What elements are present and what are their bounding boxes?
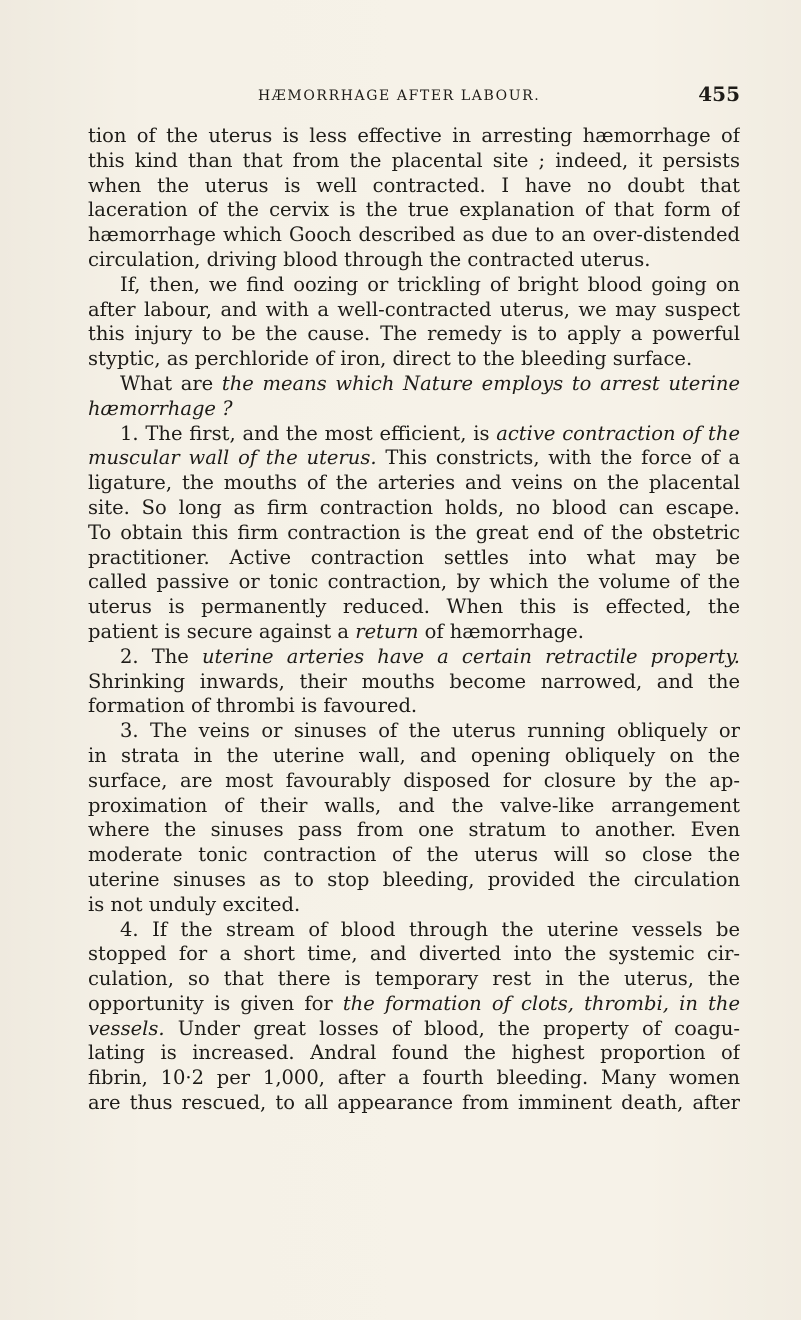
text-line [88,446,740,471]
text-run: culation, so that there is temporary rest in the uterus, the [88,967,740,991]
text-line [88,769,740,794]
text-line [88,397,740,422]
page-number: 455 [698,82,740,106]
page-header [88,82,740,110]
text-line [88,124,740,149]
text-line [88,496,740,521]
text-run: this kind than that from the placental site ; indeed, it persists [88,148,740,172]
italic-text: the means which Nature employs to arrest uterine [221,371,740,395]
text-run: fibrin, 10·2 per 1,000, after a fourth bleeding. Many women [88,1066,740,1090]
text-run: practitioner. Active contraction settles into what may be [88,545,740,569]
text-run: 2. The [120,644,202,668]
text-run: when the uterus is well contracted. I have no doubt that [88,173,740,197]
text-run: If, then, we find oozing or trickling of bright blood going on [120,272,740,296]
text-line [88,149,740,174]
text-line [88,546,740,571]
text-line [88,719,740,744]
text-line [88,1066,740,1091]
text-line [88,1041,740,1066]
running-head: HÆMORRHAGE AFTER LABOUR. [258,88,541,104]
text-run: Under great losses of blood, the property of coagu- [164,1016,740,1040]
text-run: 1. The first, and the most efficient, is [120,421,497,445]
text-line [88,248,740,273]
text-line [88,992,740,1017]
text-run: ligature, the mouths of the arteries and veins on the placental [88,471,740,495]
text-line [88,794,740,819]
text-run: 4. If the stream of blood through the uterine vessels be [120,917,740,941]
text-line [88,893,740,918]
text-line [88,843,740,868]
text-run: styptic, as perchloride of iron, direct to the bleeding surface. [88,347,693,371]
italic-text: the formation of clots, thrombi, in the [342,991,740,1015]
text-line [88,372,740,397]
text-run: after labour, and with a well-contracted uterus, we may suspect [88,297,740,321]
italic-text: muscular wall of the uterus. [88,446,377,470]
text-run: stopped for a short time, and diverted into the systemic cir- [88,942,740,966]
text-line [88,1017,740,1042]
text-run: tion of the uterus is less effective in arresting hæmorrhage of [88,124,740,147]
text-run: Shrinking inwards, their mouths become narrowed, and the [88,669,740,693]
text-run: opportunity is given for [88,991,343,1015]
text-line [88,670,740,695]
italic-text: active contraction of the [496,421,740,445]
body-text [88,124,740,1116]
text-line [88,347,740,372]
text-run: 3. The veins or sinuses of the uterus running obliquely or [120,719,740,743]
italic-text: return [355,619,419,643]
text-run: of hæmorrhage. [418,619,584,643]
text-run: called passive or tonic contraction, by which the volume of the [88,570,740,594]
text-run: hæmorrhage which Gooch described as due to an over-distended [88,223,740,247]
text-line [88,198,740,223]
text-line [88,471,740,496]
italic-text: hæmorrhage ? [88,396,233,420]
text-line [88,1091,740,1116]
text-line [88,818,740,843]
text-line [88,298,740,323]
text-run: uterine sinuses as to stop bleeding, provided the circulation [88,867,740,891]
text-run: site. So long as firm contraction holds, no blood can escape. [88,495,740,519]
text-run: lating is increased. Andral found the highest proportion of [88,1041,740,1065]
text-line [88,422,740,447]
text-run: are thus rescued, to all appearance from imminent death, after [88,1091,740,1115]
text-run: this injury to be the cause. The remedy is to apply a powerful [88,322,740,346]
text-run: This constricts, with the force of a [376,446,740,470]
text-run: in strata in the uterine wall, and opening obliquely on the [88,743,740,767]
text-run: formation of thrombi is favoured. [88,694,418,718]
text-run: circulation, driving blood through the contracted uterus. [88,247,651,271]
text-line [88,620,740,645]
text-line [88,273,740,298]
italic-text: vessels. [88,1016,165,1040]
text-line [88,595,740,620]
text-line [88,942,740,967]
italic-text: uterine arteries have a certain retractile property. [201,644,740,668]
text-line [88,645,740,670]
text-run: surface, are most favourably disposed for closure by the ap- [88,768,740,792]
text-line [88,918,740,943]
text-run: where the sinuses pass from one stratum to another. Even [88,818,740,842]
text-run: moderate tonic contraction of the uterus will so close the [88,843,740,867]
text-run: patient is secure against a [88,619,356,643]
text-run: is not unduly excited. [88,892,301,916]
text-line [88,967,740,992]
text-line [88,694,740,719]
text-run: What are [120,371,222,395]
text-run: To obtain this firm contraction is the great end of the obstetric [88,520,740,544]
text-line [88,174,740,199]
text-line [88,868,740,893]
text-line [88,223,740,248]
text-line [88,570,740,595]
text-run: proximation of their walls, and the valve-like arrangement [88,793,740,817]
text-run: uterus is permanently reduced. When this is effected, the [88,595,740,619]
text-run: laceration of the cervix is the true explanation of that form of [88,198,740,222]
text-line [88,744,740,769]
text-line [88,521,740,546]
text-line [88,322,740,347]
